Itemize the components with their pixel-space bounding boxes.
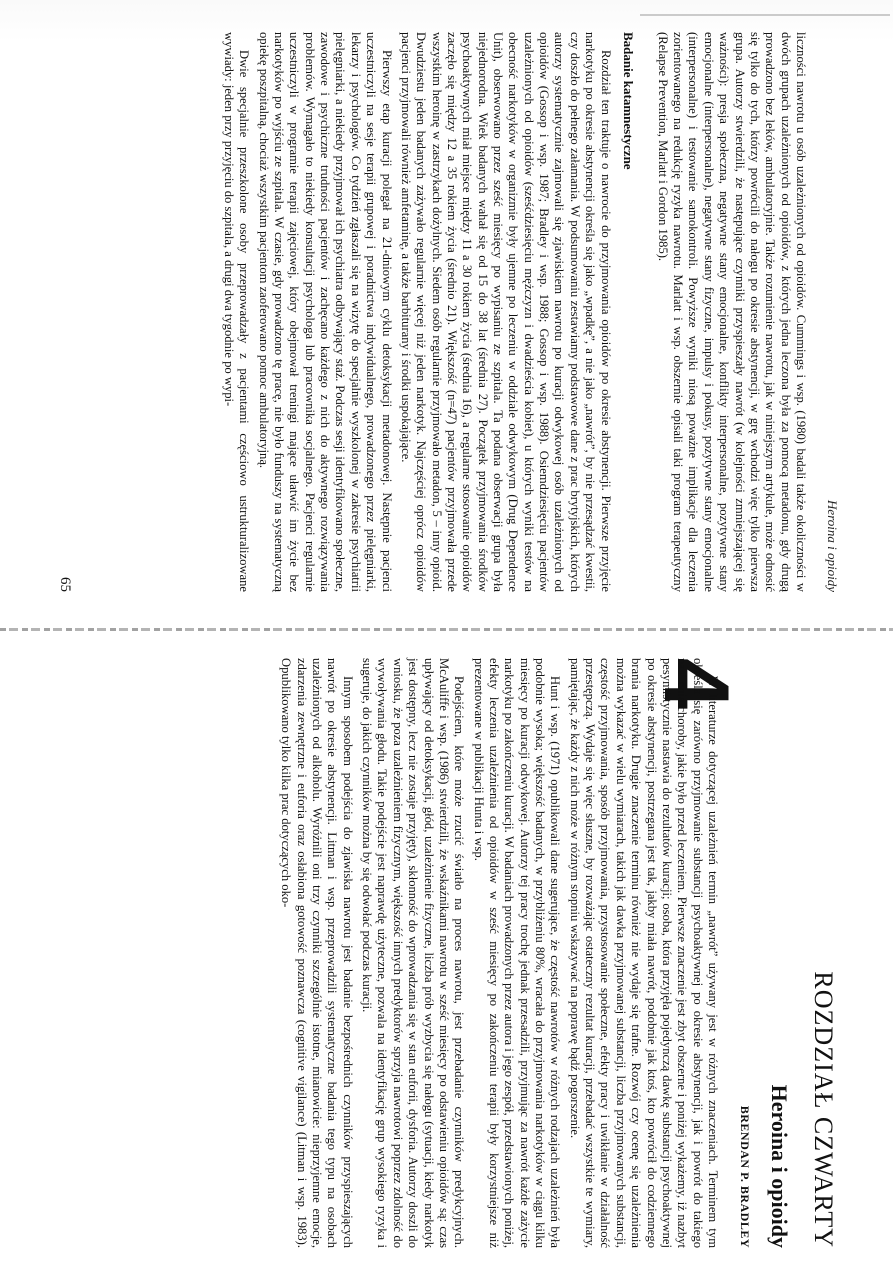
chapter-label: ROZDZIAŁ CZWARTY (809, 971, 838, 1248)
chapter-author: BRENDAN P. BRADLEY (738, 1105, 752, 1248)
paragraph: Pierwszy etap kuracji polegał na 21-dniowym cyklu detoksykacji metadonowej. Następnie pacjenci uczestniczyli na sesje terapii grupowej i poradnictwa indywidualnego, prowadzonego przez pielęgniarki, lekarzy i psychologów. Co tydzień zgłaszali się na wizytę do specjalnie wyszkolonej w zakresie psychiatrii pielęgniarki, a niekiedy przyjmował ich psychiatra odbywający staż. Podczas sesji identyfikowano społeczne, zawodowe i psychiczne trudności pacjentów i zachęcano każdego z nich do aktywnego rozwiązywania problemów. Wymagało to niekiedy konsultacji psychologa lub pracownika socjalnego. Pacjenci regularnie uczestniczyli w programie terapii zajęciowej, który obejmował treningi mające ułatwić im życie bez narkotyków po wyjściu ze szpitala. W czasie, gdy prowadzono tę pracę, nie było funduszy na systematyczną opiekę poszpitalną, chociaż wszystkim pacjentom zaoferowano pomoc ambulatoryjną. (256, 32, 394, 592)
page-65-body (217, 32, 808, 592)
chapter-opening-page (48, 658, 838, 1248)
paragraph: Rozdział ten traktuje o nawrocie do przyjmowania opioidów po okresie abstynencji. Pierwsze przyjęcie narkotyku po okresie abstynencji określa się jako „wpadkę”, a nie jako „nawrót”, by nie przesądzać kwestii, czy doszło do pełnego załamania. W podsumowaniu zestawiamy podstawowe dane z prac brytyjskich, których autorzy systematycznie zajmowali się zjawiskiem nawrotu po kuracji odwykowej osób uzależnionych od opioidów (Gossop i wsp. 1987; Bradley i wsp. 1988; Gossop i wsp. 1988). Osiemdziesięciu pacjentów uzależnionych od opioidów (sześćdziesięciu mężczyzn i dwadzieścia kobiet), u których wyniki testów na obecność narkotyków w organizmie były ujemne po leczeniu w oddziale odwykowym (Drug Dependence Unit), obserwowano przez sześć miesięcy po wypisaniu ze szpitala. Ta podana obserwacji grupa była niejednorodna. Wiek badanych wahał się od 15 do 38 lat (średnia 27). Początek przyjmowania środków psychoaktywnych miał miejsce między 11 a 30 rokiem życia (średnia 16), a regularne stosowanie opioidów zaczęło się między 12 a 35 rokiem życia (średnio 21). Większość (n=47) pacjentów przyjmowała przede wszystkim heroinę w zastrzykach dożylnych. Siedem osób regularnie przyjmowało metadon, 5 – inny opioid. Dwudziestu jeden badanych zażywało regularnie więcej niż jeden narkotyk. Najczęściej oprócz opioidów pacjenci przyjmowali również amfetaminę, a także barbiturany i środki uspokajające. (398, 32, 613, 592)
paragraph: Podejściem, które może rzucić światło na proces nawrotu, jest przebadanie czynników predykcyjnych. McAuliffe i wsp. (1986) stwierdzili, że wskaźnikami nawrotu w sześć miesięcy po odstawieniu opioidów są: czas upływający od detoksykacji, głód, uzależnienie fizyczne, liczba prób wyzbycia się nałogu (sytuacji, kiedy narkotyk jest dostępny, lecz nie zostaje przyjęty), skłonność do wprowadzania się w stan euforii, dysforia. Autorzy doszli do wniosku, że poza uzależnieniem fizycznym, większość innych predyktorów sprzyja nawrotowi poprzez zdolność do wywoływania głodu. Takie podejście jest naprawdę użyteczne, pozwala na identyfikację grup wysokiego ryzyka i sugeruje, do jakich czynników można by się odwołać podczas kuracji. (360, 658, 467, 1248)
page-65 (50, 32, 840, 592)
page-number: 65 (57, 577, 73, 592)
running-head: Heroina i opioidy (825, 500, 840, 592)
paragraph: liczności nawrotu u osób uzależnionych od opioidów. Cummings i wsp. (1980) badali także okoliczności w dwóch grupach uzależnionych od opioidów, z których jedna leczona była za pomocą metadonu, gdy drugą prowadzono bez leków, ambulatoryjnie. Także rozumienie nawrotu, jak w niniejszym artykule, może odnosić się tylko do tych, którzy powrócili do nałogu po okresie abstynencji, w grę wchodzi więc tylko pierwsza grupa. Autorzy stwierdzili, że następujące czynniki przyspieszały nawrót (w kolejności zmniejszającej się ważności): presja społeczna, negatywne stany emocjonalne, konflikty interpersonalne, pozytywne stany emocjonalne (interpersonalne), negatywne stany fizyczne, impulsy i pokusy, pozytywne stany emocjonalne (interpersonalne) i testowanie samokontroli. Powyższe wyniki niosą poważne implikacje dla leczenia zorientowanego na redukcję ryzyka nawrotu. Marlatt i wsp. obszernie opisali taki program terapeutyczny (Relapse Prevention, Marlatt i Gordon 1985). (655, 32, 808, 592)
paragraph: W literaturze dotyczącej uzależnień termin „nawrót” używany jest w różnych znaczeniach. Terminem tym określa się zarówno przyjmowanie substancji psychoaktywnej po okresie abstynencji, jak i powrót do takiego nasilenia choroby, jakie było przed leczeniem. Pierwsze znaczenie jest zbyt obszerne i poniżej wykażemy, iż nazbyt pesymistycznie nastawia do rezultatów kuracji; osoba, która przyjęła pojedynczą dawkę substancji psychoaktywnej po okresie abstynencji, postrzegana jest tak, jakby miała nawrót, podobnie jak ktoś, kto powrócił do codziennego brania narkotyku. Drugie znaczenie terminu również nie wydaje się trafne. Rozwój czy ocenę się uzależnienia można wykazać w wielu wymiarach, takich jak dawka przyjmowanej substancji, liczba przyjmowanych substancji, częstość przyjmowania, sposób przyjmowania, przystosowanie społeczne, efekty pracy i uwikłanie w działalność przestępczą. Wydaje się więc słuszne, by rozważając ostateczny rezultat kuracji, przebadać wszystkie te wymiary, pamiętając, że każdy z nich może w różnym stopniu wskazywać na poprawę bądź pogorszenie. (567, 658, 720, 1248)
scan-artifact (640, 14, 890, 16)
chapter-body (274, 658, 720, 1248)
paragraph: Innym sposobem podejścia do zjawiska nawrotu jest badanie bezpośrednich czynników przyspieszających nawrót po okresie abstynencji. Litman i wsp. przeprowadzili systematyczne badania tego typu na osobach uzależnionych od alkoholu. Wyróżnili oni trzy czynniki szczególnie istotne, mianowicie: nieprzyjemne emocje, zdarzenia zewnętrzne i euforia oraz osłabiona gotowość poznawcza (cognitive vigilance) (Litman i wsp. 1983). Opublikowano tylko kilka prac dotyczących oko- (279, 658, 355, 1248)
chapter-title: Heroina i opioidy (767, 1084, 792, 1248)
paragraph: Dwie specjalnie przeszkolone osoby przeprowadzały z pacjentami częściowo ustrukturalizowane wywiady: jeden przy przyjęciu do szpitala, a drugi dwa tygodnie po wypi- (221, 32, 252, 592)
chapter-number: 4 (645, 658, 747, 710)
page-divider (0, 628, 893, 631)
paragraph: Hunt i wsp. (1971) opublikowali dane sugerujące, że częstość nawrotów w różnych rodzajach uzależnień była podobnie wysoka; większość badanych, w przybliżeniu 80%, wracała do przyjmowania narkotyków w ciągu kilku miesięcy po kuracji odwykowej. Autorzy tej pracy trochę jednak przesadzili, przyjmując za nawrót każde zażycie narkotyku po zakończeniu kuracji. W badaniach prowadzonych przez autora i jego zespół, przedstawionych poniżej, efekty leczenia uzależnienia od opioidów w sześć miesięcy po zakończeniu terapii były korzystniejsze niż prezentowane w publikacji Hunta i wsp. (471, 658, 563, 1248)
section-heading: Badanie katamnestyczne (621, 32, 637, 170)
